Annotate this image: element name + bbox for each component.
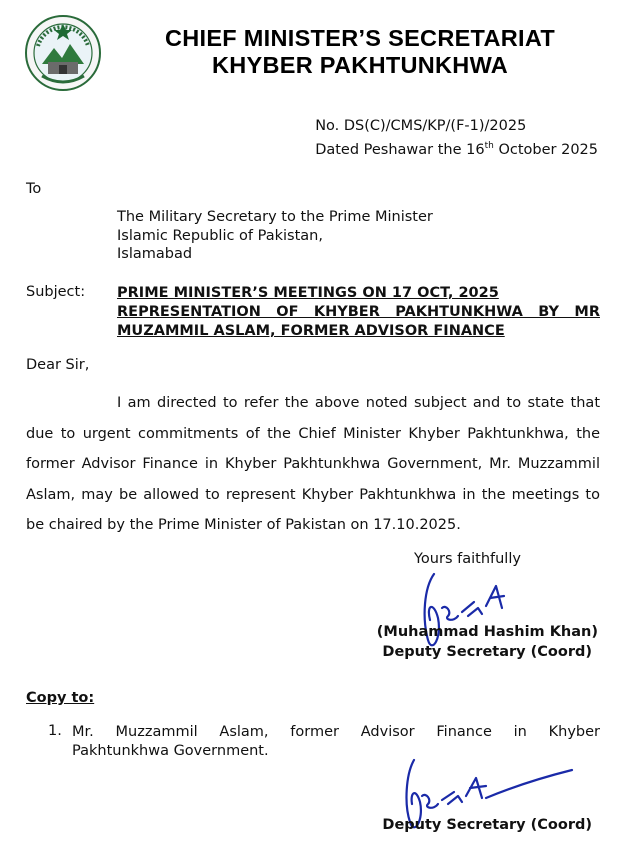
copy-item-number: 1. [48, 723, 62, 739]
copy-signatory-designation: Deputy Secretary (Coord) [382, 817, 592, 833]
subject-line: MUZAMMIL ASLAM, FORMER ADVISOR FINANCE [117, 323, 505, 339]
copy-item-line: Mr. Muzzammil Aslam, former Advisor Finance in Khyber [72, 724, 600, 740]
reference-number: No. DS(C)/CMS/KP/(F-1)/2025 [315, 118, 527, 134]
addressee-block [117, 208, 433, 264]
copy-item-line: Pakhtunkhwa Government. [72, 742, 269, 759]
reference-date: Dated Peshawar the 16th October 2025 [315, 141, 598, 158]
addressee-line: Islamabad [117, 246, 193, 262]
addressee-line: The Military Secretary to the Prime Minister [117, 209, 433, 225]
subject-label: Subject: [26, 284, 86, 300]
subject-line: PRIME MINISTER’S MEETINGS ON 17 OCT, 2025 [117, 285, 499, 301]
copy-to-label: Copy to: [26, 690, 95, 706]
addressee-line: Islamic Republic of Pakistan, [117, 227, 323, 244]
body-paragraph: I am directed to refer the above noted subject and to state that due to urgent commitments of the Chief Minister Khyber Pakhtunkhwa, the former Advisor Finance in Khyber Pakhtunkhwa Government, Mr. Muzzammil Aslam, may be allowed to represent Khyber Pakhtunkhwa in the meetings to be chaired by the Prime Minister of Pakistan on 17.10.2025. [26, 395, 600, 534]
subject-line: REPRESENTATION OF KHYBER PAKHTUNKHWA BY MR [117, 304, 600, 320]
header-title-line1: CHIEF MINISTER’S SECRETARIAT [164, 25, 556, 51]
subject-text [117, 284, 600, 341]
valediction: Yours faithfully [414, 551, 521, 567]
reference-block [315, 116, 598, 160]
signatory-name: (Muhammad Hashim Khan) [376, 624, 598, 640]
to-label: To [26, 181, 42, 197]
signatory-designation: Deputy Secretary (Coord) [382, 644, 592, 660]
salutation: Dear Sir, [26, 357, 90, 373]
header-title-line2: KHYBER PAKHTUNKHWA [211, 52, 509, 78]
